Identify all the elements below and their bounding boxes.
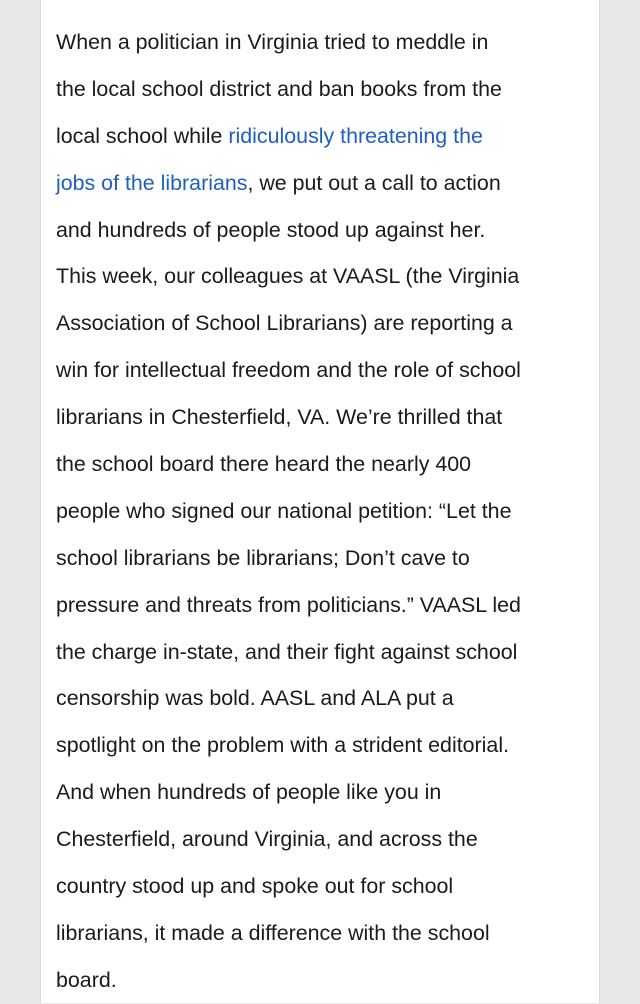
text-line-13: pressure and threats from politicians.” VAASL led xyxy=(56,592,521,617)
article-paragraph xyxy=(56,19,591,1004)
text-line-17: And when hundreds of people like you in xyxy=(56,780,442,805)
text-line-10: the school board there heard the nearly 400 xyxy=(56,452,472,477)
text-line-4 xyxy=(56,160,591,207)
librarian-threat-link-continued[interactable]: jobs of the librarians xyxy=(56,170,248,195)
text-line-9: librarians in Chesterfield, VA. We’re thrilled that xyxy=(56,405,503,430)
text-line-21: board. xyxy=(56,967,117,992)
text-line-14: the charge in-state, and their fight against school xyxy=(56,639,518,664)
text-line-1: When a politician in Virginia tried to meddle in xyxy=(56,30,489,54)
text-line-11: people who signed our national petition: “Let the xyxy=(56,498,512,523)
text-line-16: spotlight on the problem with a strident editorial. xyxy=(56,733,510,758)
text-line-20: librarians, it made a difference with the school xyxy=(56,920,490,945)
text-line-6: This week, our colleagues at VAASL (the Virginia xyxy=(56,264,520,289)
text-line-3 xyxy=(56,113,591,160)
text-line-18: Chesterfield, around Virginia, and across the xyxy=(56,827,478,852)
text-line-19: country stood up and spoke out for school xyxy=(56,874,454,899)
librarian-threat-link[interactable]: ridiculously threatening the xyxy=(228,123,483,148)
text-line-4-end: , we put out a call to action xyxy=(247,170,501,195)
article-card xyxy=(40,0,600,1003)
text-line-7: Association of School Librarians) are reporting a xyxy=(56,311,513,336)
text-line-2: the local school district and ban books from the xyxy=(56,76,502,101)
text-line-8: win for intellectual freedom and the role of school xyxy=(56,358,521,383)
text-line-3-start: local school while xyxy=(56,123,229,148)
text-line-12: school librarians be librarians; Don’t cave to xyxy=(56,545,470,570)
text-line-5: and hundreds of people stood up against her. xyxy=(56,217,486,242)
text-line-15: censorship was bold. AASL and ALA put a xyxy=(56,686,454,711)
